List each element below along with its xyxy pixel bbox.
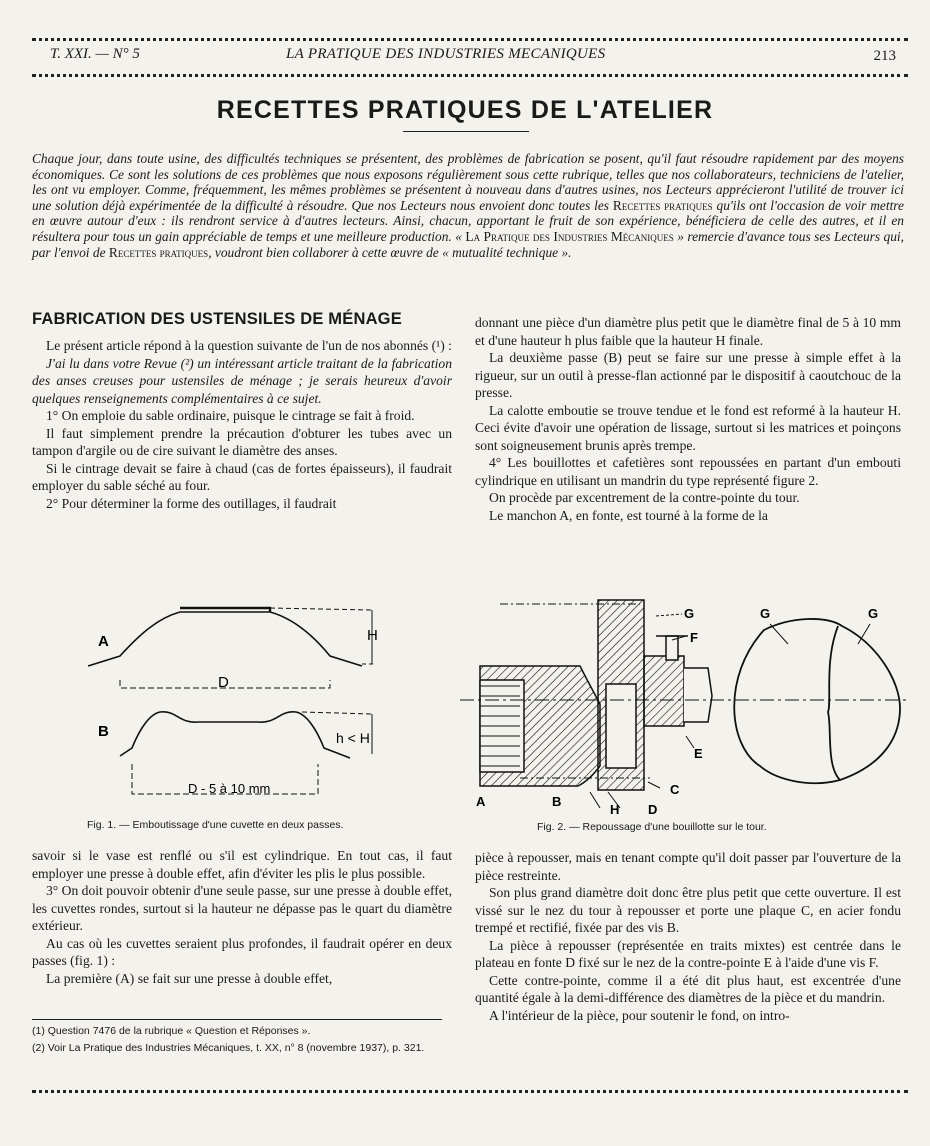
paragraph: A l'intérieur de la pièce, pour soutenir le fond, on intro- (489, 1007, 790, 1023)
figure-1-drawing (80, 598, 410, 808)
paragraph: 1° On emploie du sable ordinaire, puisque le cintrage se fait à froid. (46, 408, 415, 423)
fig2-label-a: A (476, 794, 486, 809)
bouillotte-outline (734, 619, 900, 783)
paragraph: Au cas où les cuvettes seraient plus profondes, il faudrait opérer en deux passes (fig. 1) : (32, 935, 452, 968)
paragraph: donnant une pièce d'un diamètre plus petit que le diamètre final de 5 à 10 mm et d'une hauteur h plus faible que la hauteur H finale. (475, 315, 901, 348)
fig1-label-h: H (367, 627, 378, 644)
fig1-label-d-5-10: D - 5 à 10 mm (188, 781, 271, 796)
paragraph: savoir si le vase est renflé ou s'il est cylindrique. En tout cas, il faut employer une presse à double effet, afin d'éviter les plis le plus possible. (32, 848, 452, 881)
right-column-bottom (475, 849, 901, 1024)
paragraph: Son plus grand diamètre doit donc être plus petit que cette ouverture. Il est vissé sur le nez du tour à repousser et porte une plaque C, en acier fondu trempé et rectifié, fixée par des vis B. (475, 885, 901, 935)
fig1-label-a: A (98, 633, 109, 650)
section-title: RECETTES PRATIQUES DE L'ATELIER (216, 96, 714, 124)
left-column-bottom (32, 847, 452, 987)
right-column-top (475, 314, 901, 524)
fig2-label-g-right: G (868, 606, 879, 621)
cuvette-a-profile (88, 612, 362, 666)
running-header (50, 46, 896, 68)
figure-2-caption: Fig. 2. — Repoussage d'une bouillotte sur le tour. (537, 821, 767, 833)
top-dotted-rule (32, 38, 908, 41)
paragraph: 3° On doit pouvoir obtenir d'une seule passe, sur une presse à double effet, les cuvettes rondes, surtout si la hauteur ne dépasse pas le quart du diamètre extérieur. (32, 883, 452, 933)
fig2-label-h: H (610, 802, 620, 817)
fig1-label-d: D (218, 674, 229, 691)
fig2-label-b: B (552, 794, 562, 809)
paragraph: Cette contre-pointe, comme il a été dit plus haut, est excentrée d'une quantité égale à la demi-différence des diamètres de la pièce et du mandrin. (475, 972, 901, 1005)
paragraph: La pièce à repousser (représentée en traits mixtes) est centrée dans le plateau en fonte D fixé sur le nez de la contre-pointe E à l'aide d'une vis F. (475, 937, 901, 970)
left-column-top (32, 337, 452, 512)
paragraph: La première (A) se fait sur une presse à double effet, (46, 970, 333, 986)
paragraph: Le présent article répond à la question suivante de l'un de nos abonnés (¹) : (46, 338, 452, 353)
title-underline (403, 131, 529, 132)
fig2-label-f: F (690, 630, 698, 645)
fig2-label-d: D (648, 802, 658, 817)
page-number: 213 (873, 48, 896, 64)
bottom-dotted-rule (32, 1090, 908, 1093)
paragraph: 2° Pour déterminer la forme des outillages, il faudrait (46, 495, 337, 511)
journal-name: LA PRATIQUE DES INDUSTRIES MECANIQUES (286, 46, 606, 62)
paragraph: pièce à repousser, mais en tenant compte qu'il doit passer par l'ouverture de la pièce restreinte. (475, 850, 901, 883)
paragraph: Si le cintrage devait se faire à chaud (cas de fortes épaisseurs), il faudrait employer du sable séché au four. (32, 460, 452, 493)
paragraph: Le manchon A, en fonte, est tourné à la forme de la (489, 507, 768, 523)
volume-number: T. XXI. — N° 5 (50, 46, 140, 62)
footnote-1: (1) Question 7476 de la rubrique « Question et Réponses ». (32, 1025, 311, 1037)
spindle-e (644, 656, 684, 726)
fig2-label-c: C (670, 782, 680, 797)
paragraph: On procède par excentrement de la contre-pointe du tour. (489, 490, 800, 505)
paragraph: 4° Les bouillottes et cafetières sont repoussées en partant d'un embouti cylindrique en utilisant un mandrin du type représenté figure 2. (475, 455, 901, 488)
footnote-2: (2) Voir La Pratique des Industries Mécaniques, t. XX, n° 8 (novembre 1937), p. 321. (32, 1042, 425, 1054)
figure-2-drawing (460, 596, 910, 818)
article-heading: FABRICATION DES USTENSILES DE MÉNAGE (32, 310, 402, 328)
figure-1-caption: Fig. 1. — Emboutissage d'une cuvette en deux passes. (87, 819, 344, 831)
fig2-label-e: E (694, 746, 703, 761)
question-quote: J'ai lu dans votre Revue (²) un intéressant article traitant de la fabrication des anses creuses pour ustensiles de ménage ; je serais heureux d'avoir quelques renseignements complémentaires à ce sujet. (32, 355, 452, 406)
fig2-label-g-left: G (760, 606, 771, 621)
header-dotted-rule (32, 74, 908, 77)
fig1-label-b: B (98, 723, 109, 740)
cuvette-b-profile (120, 712, 350, 758)
paragraph: Il faut simplement prendre la précaution d'obturer les tubes avec un tampon d'argile ou de cire suivant le diamètre des anses. (32, 425, 452, 458)
paragraph: La deuxième passe (B) peut se faire sur une presse à simple effet à la rigueur, sur un outil à presse-flan actionné par le dispositif à caoutchouc de la presse. (475, 350, 901, 400)
fig2-label-g: G (684, 606, 695, 621)
paragraph: La calotte emboutie se trouve tendue et le fond est reformé à la hauteur H. Ceci évite d'avoir une opération de lissage, surtout si les matrices et poinçons sont soigneusement brunis après trempe. (475, 402, 901, 453)
footnote-rule (32, 1019, 442, 1020)
intro-paragraph: Chaque jour, dans toute usine, des difficultés techniques se présentent, des problèmes de fabrication se posent, qu'il faut résoudre rapidement par des moyens économiques. Ce sont les solutions de ces problèmes que nous exposons régulièrement sous cette rubrique, telles que nos collaborateurs, techniciens de l'atelier, les ont vu employer. Comme, fréquemment, les mêmes problèmes se présentent à nouveau dans d'autres usines, nos Lecteurs apprécieront l'utilité de trouver ici une solution déjà expérimentée de la difficulté à résoudre. Que nos Lecteurs nous envoient donc toutes les Recettes pratiques qu'ils ont l'occasion de voir mettre en œuvre autour d'eux : ils rendront service à d'autres lecteurs. Ainsi, chacun, apportant le fruit de son expérience, bénéficiera de celle des autres, et il en résultera pour tous un gain appréciable de temps et une meilleure production. « La Pratique des Industries Mécaniques » remercie d'avance tous ses Lecteurs qui, par l'envoi de Recettes pratiques, voudront bien collaborer à cette œuvre de « mutualité technique ». (32, 151, 904, 260)
fig1-label-h-lt-h: h < H (336, 730, 370, 746)
